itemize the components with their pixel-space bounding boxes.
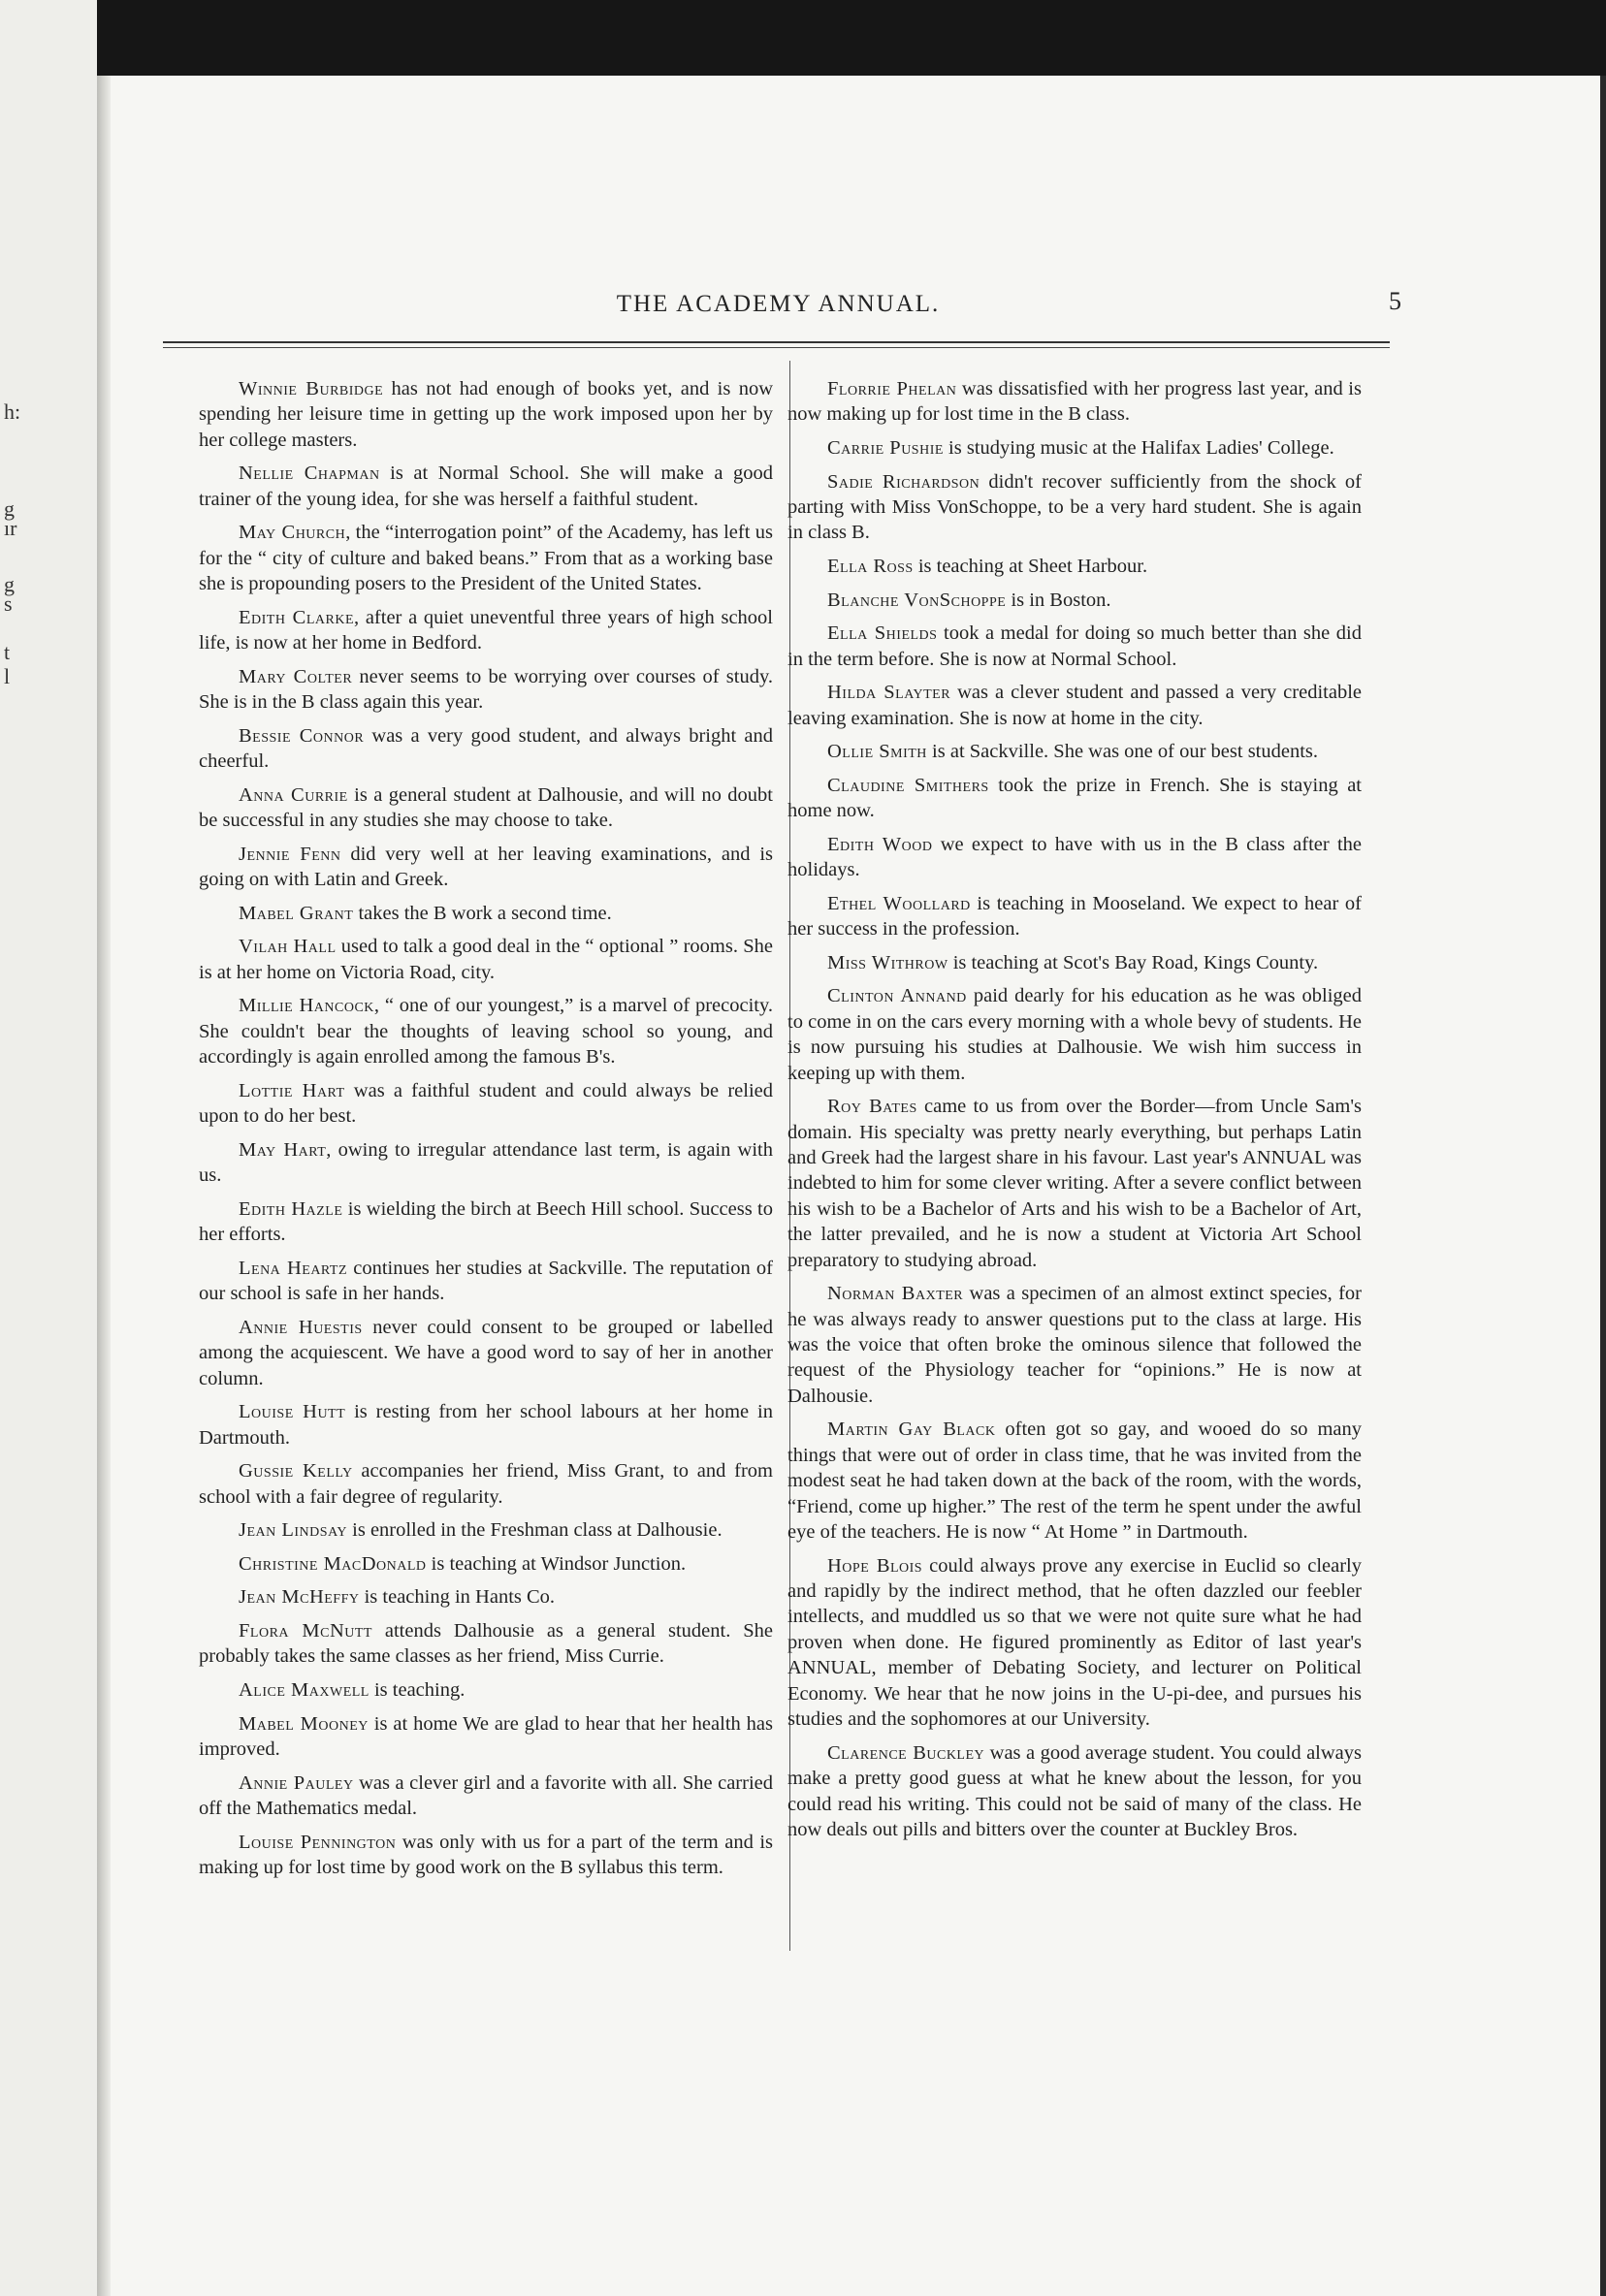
person-name: May Hart xyxy=(239,1138,327,1161)
person-name: Clinton Annand xyxy=(827,985,967,1007)
person-name: Bessie Connor xyxy=(239,724,365,747)
page-header xyxy=(155,287,1401,330)
entry-paragraph xyxy=(787,376,1362,428)
page-gutter xyxy=(97,76,111,2296)
entry-paragraph xyxy=(199,1256,773,1307)
entry-text: never seems to be worrying over courses of study. She is in the B class again this year. xyxy=(199,665,773,714)
entry-paragraph xyxy=(199,1458,773,1510)
previous-page-fragment xyxy=(0,0,97,2296)
entry-paragraph xyxy=(199,934,773,985)
entry-paragraph xyxy=(787,832,1362,883)
entry-text: is teaching at Sheet Harbour. xyxy=(913,556,1148,577)
person-name: Claudine Smithers xyxy=(827,774,989,796)
person-name: Clarence Buckley xyxy=(827,1741,985,1764)
person-name: Christine MacDonald xyxy=(239,1552,427,1575)
margin-fragment: l xyxy=(4,664,11,688)
entry-paragraph xyxy=(199,1399,773,1451)
entry-text: is in Boston. xyxy=(1006,589,1111,611)
header-rule xyxy=(163,341,1390,343)
person-name: Sadie Richardson xyxy=(827,470,980,493)
person-name: Winnie Burbidge xyxy=(239,378,384,399)
entry-paragraph xyxy=(787,1740,1362,1843)
entry-text: is a general student at Dalhousie, and will no doubt be successful in any studies she may choose to take. xyxy=(199,783,773,832)
entry-text: was a specimen of an almost extinct species, for he was always ready to answer questions put to the class at large. His was the voice that often broke the ominous silence that followed the request of the Physiology teacher for “opinions.” He is now at Dalhousie. xyxy=(787,1283,1362,1407)
entry-paragraph xyxy=(199,901,773,926)
person-name: Annie Huestis xyxy=(239,1316,363,1338)
entry-text: is enrolled in the Freshman class at Dalhousie. xyxy=(347,1519,723,1542)
entry-text: did very well at her leaving examinations, and is going on with Latin and Greek. xyxy=(199,843,773,891)
entry-paragraph xyxy=(199,520,773,596)
person-name: Lottie Hart xyxy=(239,1079,345,1101)
entry-paragraph xyxy=(199,1677,773,1703)
page-number: 5 xyxy=(1389,287,1401,315)
entry-paragraph xyxy=(787,983,1362,1086)
entry-paragraph xyxy=(787,1094,1362,1273)
entry-text: is at Sackville. She was one of our best students. xyxy=(926,741,1319,763)
entry-paragraph xyxy=(787,950,1362,975)
person-name: Edith Wood xyxy=(827,833,933,855)
person-name: Jean Lindsay xyxy=(239,1519,348,1542)
entry-text: was a good average student. You could always make a pretty good guess at what he knew about the lesson, for you could read his writing. This could not be said of many of the class. He now deals out pills and bitters over the counter at Buckley Bros. xyxy=(787,1741,1362,1840)
entry-text: is resting from her school labours at her home in Dartmouth. xyxy=(199,1401,774,1449)
entry-text: was a clever girl and a favorite with all. She carried off the Mathematics medal. xyxy=(199,1771,774,1819)
entry-text: , the “interrogation point” of the Academy, has left us for the “ city of culture and baked beans.” From that as a working base she is propounding posers to the President of the United States. xyxy=(199,522,774,595)
entry-text: , owing to irregular attendance last term, is again with us. xyxy=(199,1138,773,1187)
person-name: Roy Bates xyxy=(827,1096,917,1118)
person-name: Florrie Phelan xyxy=(827,378,957,399)
margin-fragment: g xyxy=(4,496,15,521)
person-name: Mabel Grant xyxy=(239,902,354,924)
entry-text: we expect to have with us in the B class after the holidays. xyxy=(787,833,1362,881)
person-name: Millie Hancock xyxy=(239,995,374,1017)
entry-text: is at home We are glad to hear that her health has improved. xyxy=(199,1712,773,1760)
entry-paragraph xyxy=(199,1830,773,1881)
left-column xyxy=(199,376,773,1889)
entry-paragraph xyxy=(199,1770,773,1822)
person-name: Lena Heartz xyxy=(239,1257,348,1279)
scan-top-edge xyxy=(0,0,1606,76)
entry-text: was dissatisfied with her progress last year, and is now making up for lost time in the B class. xyxy=(787,378,1362,426)
person-name: Ollie Smith xyxy=(827,741,927,763)
entry-text: is at Normal School. She will make a good trainer of the young idea, for she was herself a faithful student. xyxy=(199,462,773,510)
person-name: Gussie Kelly xyxy=(239,1460,353,1483)
entry-paragraph xyxy=(787,435,1362,461)
entry-paragraph xyxy=(787,680,1362,731)
entry-text: was only with us for a part of the term and is making up for lost time by good work on the B syllabus this term. xyxy=(199,1831,773,1878)
entry-paragraph xyxy=(199,376,773,453)
entry-text: paid dearly for his education as he was obliged to come in on the cars every morning with a whole bevy of students. He is now pursuing his studies at Dalhousie. We wish him success in keeping up with them. xyxy=(787,985,1363,1084)
margin-fragment: ır xyxy=(4,516,17,540)
entry-paragraph xyxy=(787,1417,1362,1545)
entry-paragraph xyxy=(787,1281,1362,1409)
entry-text: was a very good student, and always bright and cheerful. xyxy=(199,724,773,773)
entry-text: , after a quiet uneventful three years of high school life, is now at her home in Bedford. xyxy=(199,606,773,654)
margin-fragment: h: xyxy=(4,399,21,424)
running-title: THE ACADEMY ANNUAL. xyxy=(616,291,941,317)
entry-paragraph xyxy=(199,1517,773,1543)
person-name: Louise Pennington xyxy=(239,1831,397,1853)
person-name: Jennie Fenn xyxy=(239,843,341,865)
entry-paragraph xyxy=(199,842,773,893)
person-name: Mabel Mooney xyxy=(239,1712,369,1735)
entry-paragraph xyxy=(787,469,1362,546)
entry-text: came to us from over the Border—from Uncle Sam's domain. His specialty was pretty nearly everything, but perhaps Latin and Greek had the largest share in his favour. Last year's ANNUAL was indebted to him for some clever writing. After a severe conflict between his wish to be a Bachelor of Arts and his wish to be a Bachelor of Art, the latter prevailed, and he is now a student at Victoria Art School preparatory to studying abroad. xyxy=(787,1096,1363,1271)
entry-paragraph xyxy=(787,739,1362,764)
entry-text: continues her studies at Sackville. The reputation of our school is safe in her hands. xyxy=(199,1257,773,1305)
margin-fragment: t xyxy=(4,640,11,664)
right-column xyxy=(787,376,1362,1851)
entry-text: used to talk a good deal in the “ optional ” rooms. She is at her home on Victoria Road, city. xyxy=(199,936,773,983)
entry-paragraph xyxy=(199,1618,773,1670)
person-name: Martin Gay Black xyxy=(827,1419,996,1441)
person-name: Annie Pauley xyxy=(239,1771,354,1794)
entry-text: is wielding the birch at Beech Hill school. Success to her efforts. xyxy=(199,1197,773,1246)
person-name: Flora McNutt xyxy=(239,1620,372,1642)
entry-paragraph xyxy=(199,1711,773,1763)
entry-paragraph xyxy=(199,993,773,1069)
entry-paragraph xyxy=(199,664,773,716)
entry-text: attends Dalhousie as a general student. She probably takes the same classes as her friend, Miss Currie. xyxy=(199,1620,773,1668)
person-name: Mary Colter xyxy=(239,665,353,687)
person-name: May Church xyxy=(239,522,346,544)
entry-paragraph xyxy=(199,461,773,512)
person-name: Hope Blois xyxy=(827,1554,923,1577)
entry-text: is studying music at the Halifax Ladies' College. xyxy=(943,437,1334,459)
person-name: Jean McHeffy xyxy=(239,1586,360,1609)
entry-paragraph xyxy=(199,1196,773,1248)
entry-text: took the prize in French. She is staying at home now. xyxy=(787,774,1362,822)
entry-text: never could consent to be grouped or labelled among the acquiescent. We have a good word to say of her in another column. xyxy=(199,1316,773,1389)
entry-paragraph xyxy=(199,1137,773,1189)
person-name: Anna Currie xyxy=(239,783,348,806)
person-name: Miss Withrow xyxy=(827,951,948,973)
person-name: Edith Hazle xyxy=(239,1197,343,1220)
entry-text: has not had enough of books yet, and is now spending her leisure time in getting up the work imposed upon her by her college masters. xyxy=(199,378,773,451)
entry-text: is teaching. xyxy=(369,1679,466,1701)
entry-paragraph xyxy=(199,782,773,834)
entry-text: took a medal for doing so much better than she did in the term before. She is now at Normal School. xyxy=(787,622,1362,670)
person-name: Alice Maxwell xyxy=(239,1679,369,1701)
entry-text: was a faithful student and could always be relied upon to do her best. xyxy=(199,1079,773,1128)
margin-fragment: g xyxy=(4,572,15,596)
entry-paragraph xyxy=(199,1551,773,1577)
person-name: Ethel Woollard xyxy=(827,892,971,914)
entry-paragraph xyxy=(787,773,1362,824)
entry-paragraph xyxy=(199,1584,773,1610)
entry-text: could always prove any exercise in Euclid so clearly and rapidly by the indirect method, that he often dazzled our feebler intellects, and muddled us so that we were not quite sure what he had proven when done. He figured prominently as Editor of last year's ANNUAL, member of Debating Society, and lecturer on Political Economy. We hear that he now joins in the U-pi-dee, and pursues his studies and the sophomores at our University. xyxy=(787,1554,1362,1731)
entry-text: is teaching in Mooseland. We expect to hear of her success in the profession. xyxy=(787,892,1362,941)
person-name: Norman Baxter xyxy=(827,1283,964,1305)
person-name: Carrie Pushie xyxy=(827,437,944,459)
entry-text: , “ one of our youngest,” is a marvel of precocity. She couldn't bear the thoughts of leaving school so young, and accordingly is again enrolled among the famous B's. xyxy=(199,995,774,1068)
person-name: Hilda Slayter xyxy=(827,682,951,704)
header-rule-thin xyxy=(163,347,1390,348)
entry-text: is teaching at Windsor Junction. xyxy=(426,1552,687,1575)
entry-text: takes the B work a second time. xyxy=(353,902,612,924)
margin-fragment: s xyxy=(4,591,13,616)
entry-text: accompanies her friend, Miss Grant, to and from school with a fair degree of regularity. xyxy=(199,1460,773,1508)
entry-paragraph xyxy=(787,621,1362,672)
person-name: Vilah Hall xyxy=(239,936,337,958)
entry-paragraph xyxy=(199,1315,773,1391)
entry-text: didn't recover sufficiently from the shock of parting with Miss VonSchoppe, to be a very hard student. She is again in class B. xyxy=(787,470,1362,544)
person-name: Ella Ross xyxy=(827,556,914,577)
entry-paragraph xyxy=(787,588,1362,613)
person-name: Blanche VonSchoppe xyxy=(827,589,1007,611)
entry-paragraph xyxy=(787,891,1362,942)
entry-text: often got so gay, and wooed do so many things that were out of order in class time, that he was invited from the modest seat he had taken down at the back of the room, with the words, “Friend, come up higher.” The rest of the term he spent under the awful eye of the teachers. He is now “ At Home ” in Dartmouth. xyxy=(787,1419,1362,1544)
person-name: Edith Clarke xyxy=(239,606,354,628)
entry-paragraph xyxy=(199,1078,773,1130)
person-name: Louise Hutt xyxy=(239,1401,346,1423)
person-name: Nellie Chapman xyxy=(239,462,380,485)
entry-text: is teaching in Hants Co. xyxy=(359,1586,556,1609)
person-name: Ella Shields xyxy=(827,622,938,645)
entry-paragraph xyxy=(199,723,773,775)
entry-paragraph xyxy=(787,554,1362,579)
entry-text: is teaching at Scot's Bay Road, Kings County. xyxy=(948,951,1319,973)
entry-paragraph xyxy=(199,605,773,656)
entry-text: was a clever student and passed a very creditable leaving examination. She is now at home in the city. xyxy=(787,682,1362,729)
entry-paragraph xyxy=(787,1553,1362,1733)
